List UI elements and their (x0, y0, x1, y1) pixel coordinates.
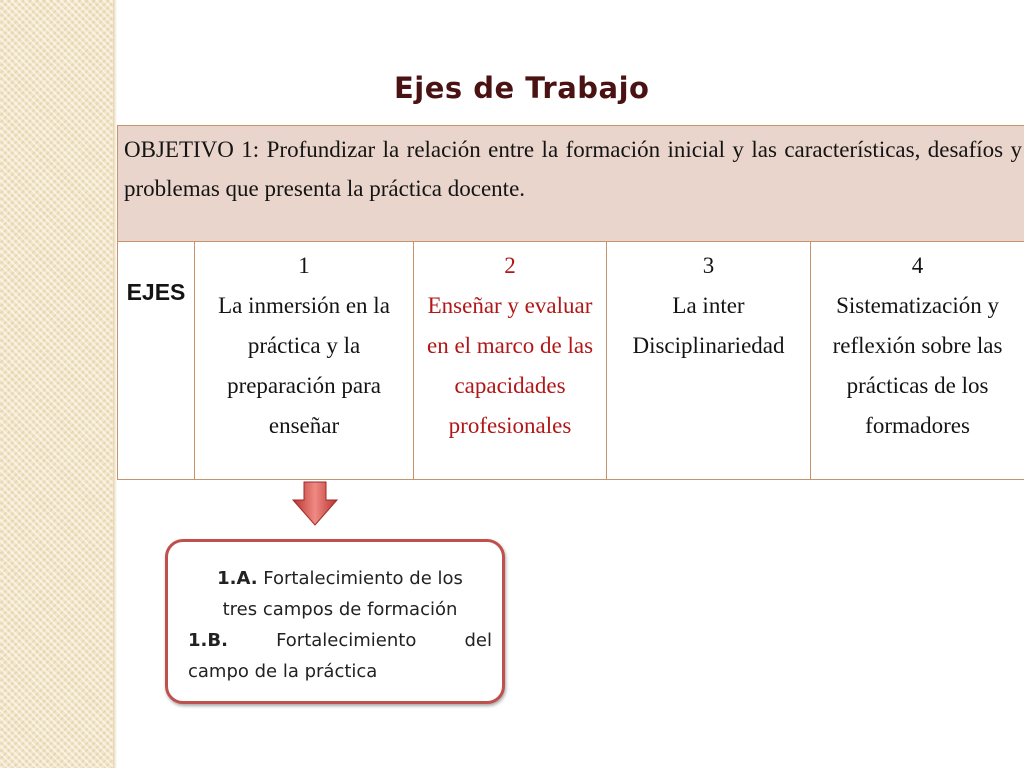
axis-text: La inter Disciplinariedad (632, 293, 785, 358)
item-b-word-2: del (464, 630, 492, 651)
callout-line-1b-cont: campo de la práctica (188, 661, 378, 682)
callout-line-1a-cont: tres campos de formación (222, 599, 458, 620)
callout-line-1a (188, 563, 492, 594)
objective-row (118, 126, 1024, 242)
axis-number: 2 (504, 253, 516, 278)
axis-number: 4 (911, 253, 924, 278)
ejes-table (117, 125, 1024, 480)
axes-row (118, 242, 1024, 480)
decorative-side-band (0, 0, 113, 768)
item-b-code: 1.B. (188, 630, 228, 651)
axis-cell-3 (607, 242, 811, 480)
down-arrow-icon (291, 480, 339, 528)
ejes-label-cell (118, 242, 195, 480)
sub-axes-callout (165, 539, 505, 704)
axis-cell-4 (811, 242, 1024, 480)
item-b-word-1: Fortalecimiento (276, 630, 417, 651)
objective-text: OBJETIVO 1: Profundizar la relación entre la formación inicial y las características, desafíos y problemas que presenta la práctica docente. (124, 137, 1023, 201)
item-a-text-1: Fortalecimiento de los (263, 568, 463, 589)
axis-cell-2 (414, 242, 607, 480)
callout-line-1b (188, 625, 492, 656)
axis-cell-1 (195, 242, 414, 480)
ejes-label: EJES (126, 279, 186, 305)
page-title: Ejes de Trabajo (394, 71, 650, 105)
objective-cell (118, 126, 1024, 242)
axis-number: 3 (702, 253, 715, 278)
axis-number: 1 (298, 253, 310, 278)
axis-text: Sistematización y reflexión sobre las prácticas de los formadores (832, 293, 1003, 438)
item-a-code: 1.A. (217, 568, 258, 589)
axis-text: La inmersión en la práctica y la preparación para enseñar (218, 293, 390, 438)
axis-text: Enseñar y evaluar en el marco de las capacidades profesionales (426, 293, 594, 438)
